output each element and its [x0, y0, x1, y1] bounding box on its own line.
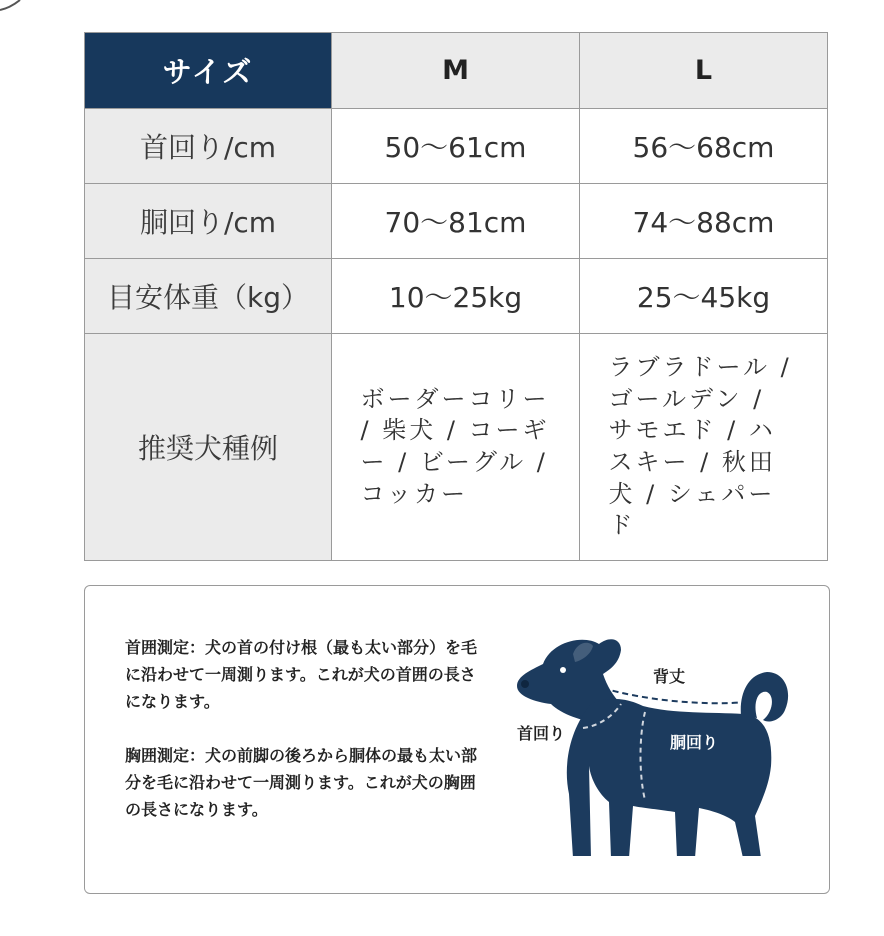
- breed-value-l: ラブラドール / ゴールデン / サモエド / ハスキー / 秋田犬 / シェパード: [608, 352, 792, 540]
- measurement-instructions: [125, 634, 485, 823]
- breed-value-m: ボーダーコリー / 柴犬 / コーギー / ビーグル / コッカー: [360, 384, 550, 508]
- neck-girth-label: 首回り: [517, 724, 566, 743]
- table-row: [85, 184, 828, 259]
- neck-value-m: 50〜61cm: [332, 109, 580, 184]
- table-header-row: [85, 33, 828, 109]
- chest-measure-text: 胸囲測定：犬の前脚の後ろから胴体の最も太い部分を毛に沿わせて一周測ります。これが犬の胸囲の長さになります。: [125, 746, 478, 819]
- weight-value-l: 25〜45kg: [580, 259, 828, 334]
- size-header-label: サイズ: [85, 33, 332, 109]
- table-row: [85, 259, 828, 334]
- chest-girth-label: 胴回り: [670, 733, 719, 752]
- table-row: [85, 109, 828, 184]
- weight-value-m: 10〜25kg: [332, 259, 580, 334]
- table-row: [85, 334, 828, 561]
- chest-value-m: 70〜81cm: [332, 184, 580, 259]
- chest-value-l: 74〜88cm: [580, 184, 828, 259]
- row-label-breed: 推奨犬種例: [85, 334, 332, 561]
- breed-cell-m: [332, 334, 580, 561]
- measurement-info-box: [84, 585, 830, 894]
- size-table: [84, 32, 828, 561]
- size-header-l: L: [580, 33, 828, 109]
- size-header-m: M: [332, 33, 580, 109]
- breed-cell-l: [580, 334, 828, 561]
- neck-value-l: 56〜68cm: [580, 109, 828, 184]
- row-label-weight: 目安体重（kg）: [85, 259, 332, 334]
- corner-mark-icon: [0, 0, 22, 12]
- row-label-neck: 首回り/cm: [85, 109, 332, 184]
- back-length-label: 背丈: [653, 667, 686, 686]
- row-label-chest: 胴回り/cm: [85, 184, 332, 259]
- neck-measure-text: 首囲測定：犬の首の付け根（最も太い部分）を毛に沿わせて一周測ります。これが犬の首囲の長さになります。: [125, 638, 478, 711]
